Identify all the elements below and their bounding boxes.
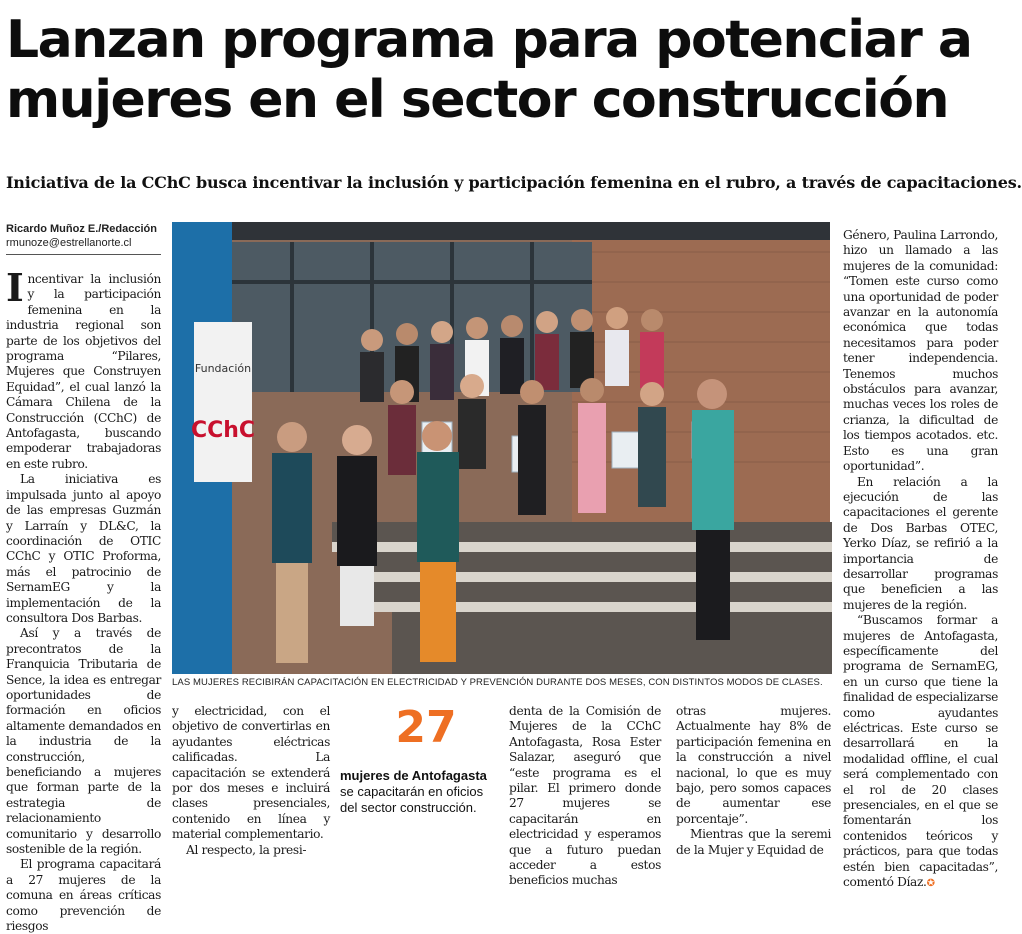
- sign-text-cchc: CChC: [190, 418, 256, 443]
- article-column-5: [843, 228, 998, 890]
- stat-label: [340, 768, 502, 816]
- paragraph-last: [843, 613, 998, 891]
- byline: [6, 222, 161, 250]
- article-column-3: [509, 704, 661, 888]
- paragraph: El programa capacitará a 27 mujeres de la comuna en áreas críticas como prevención de riesgos: [6, 857, 161, 934]
- article-column-2: [172, 704, 330, 866]
- group-photo-illustration: [172, 222, 830, 674]
- photo-caption: LAS MUJERES RECIBIRÁN CAPACITACIÓN EN ELECTRICIDAD Y PREVENCIÓN DURANTE DOS MESES, CON DISTINTOS MODOS DE CLASES.: [172, 677, 823, 688]
- subheadline: Iniciativa de la CChC busca incentivar la inclusión y participación femenina en el rubro, a través de capacitaciones.: [6, 173, 1022, 192]
- end-of-article-icon: ✪: [926, 878, 935, 890]
- headline: Lanzan programa para potenciar a mujeres en el sector construcción: [6, 10, 972, 130]
- paragraph-text: “Buscamos formar a mujeres de Antofagasta, específicamente del programa de SernamEG, en un curso que tiene la finalidad de especializarse como ayudantes eléctricas. Este curso se desarrollará en la modalidad offline, el cual será complementado con el rol de 20 clases presenciales, en el que se fomentarán los contenidos teóricos y prácticos, para que todas estén bien capacitadas”, comentó Díaz.: [843, 613, 998, 890]
- paragraph: Género, Paulina Larrondo, hizo un llamado a las mujeres de la comunidad: “Tomen este curso como una oportunidad de poder avanzar en la autonomía económica que todas necesitamos para poder tener independencia. Tenemos muchos obstáculos para avanzar, muchas veces los roles de crianza, la dificultad de los tiempos acotados. etc. Esto es una gran oportunidad”.: [843, 228, 998, 474]
- paragraph: La iniciativa es impulsada junto al apoyo de las empresas Guzmán y Larraín y DL&C, la coordinación de OTIC CChC y OTIC Proforma, más el patrocinio de SernamEG y la implementación de la consultora Dos Barbas.: [6, 472, 161, 625]
- article-column-4: [676, 704, 831, 866]
- article-photo: [172, 222, 830, 674]
- author-name: Ricardo Muñoz E./Redacción: [6, 223, 157, 235]
- stat-label-rest: se capacitarán en oficios del sector construcción.: [340, 784, 484, 815]
- paragraph: Al respecto, la presi-: [186, 842, 307, 857]
- paragraph: denta de la Comisión de Mujeres de la CChC Antofagasta, Rosa Ester Salazar, aseguró que “este programa es el pilar. El primero donde 27 mujeres se capacitarán en electricidad y esperamos que a futuro puedan acceder a estos beneficios muchas: [509, 704, 661, 888]
- paragraph: Mientras que la seremi de la Mujer y Equidad de: [676, 827, 831, 857]
- author-email[interactable]: rmunoze@estrellanorte.cl: [6, 237, 132, 249]
- stat-label-bold: mujeres de Antofagasta: [340, 768, 487, 783]
- paragraph: Incentivar la inclusión y la participación femenina en la industria regional son parte de los objetivos del programa “Pilares, Mujeres que Construyen Equidad”, el cual lanzó la Cámara Chilena de la Construcción (CChC) de Antofagasta, buscando empoderar trabajadoras en este rubro.: [6, 265, 161, 471]
- paragraph: En relación a la ejecución de las capacitaciones el gerente de Dos Barbas OTEC, Yerko Díaz, se refirió a la importancia de desarrollar programas que beneficien a las mujeres de la región.: [843, 474, 998, 612]
- sign-text-fundacion: Fundación: [194, 362, 252, 375]
- article-column-1: [6, 265, 161, 934]
- paragraph: otras mujeres. Actualmente hay 8% de participación femenina en la construcción a nivel nacional, lo que es muy bajo, pero somos capaces de aumentar ese porcentaje”.: [676, 704, 831, 826]
- stat-number: 27: [395, 702, 457, 753]
- paragraph: y electricidad, con el objetivo de convertirlas en ayudantes eléctricas calificadas. La capacitación se extenderá por dos meses e incluirá clases presenciales, contenido en línea y material complementario.: [172, 704, 330, 842]
- byline-divider: [6, 254, 161, 255]
- paragraph: Así y a través de precontratos de la Franquicia Tributaria de Sence, la idea es entregar oportunidades de formación en oficios altamente demandados en la industria de la construcción, beneficiando a mujeres que forman parte de la estrategia de relacionamiento comunitario y desarrollo sostenible de la región.: [6, 626, 161, 857]
